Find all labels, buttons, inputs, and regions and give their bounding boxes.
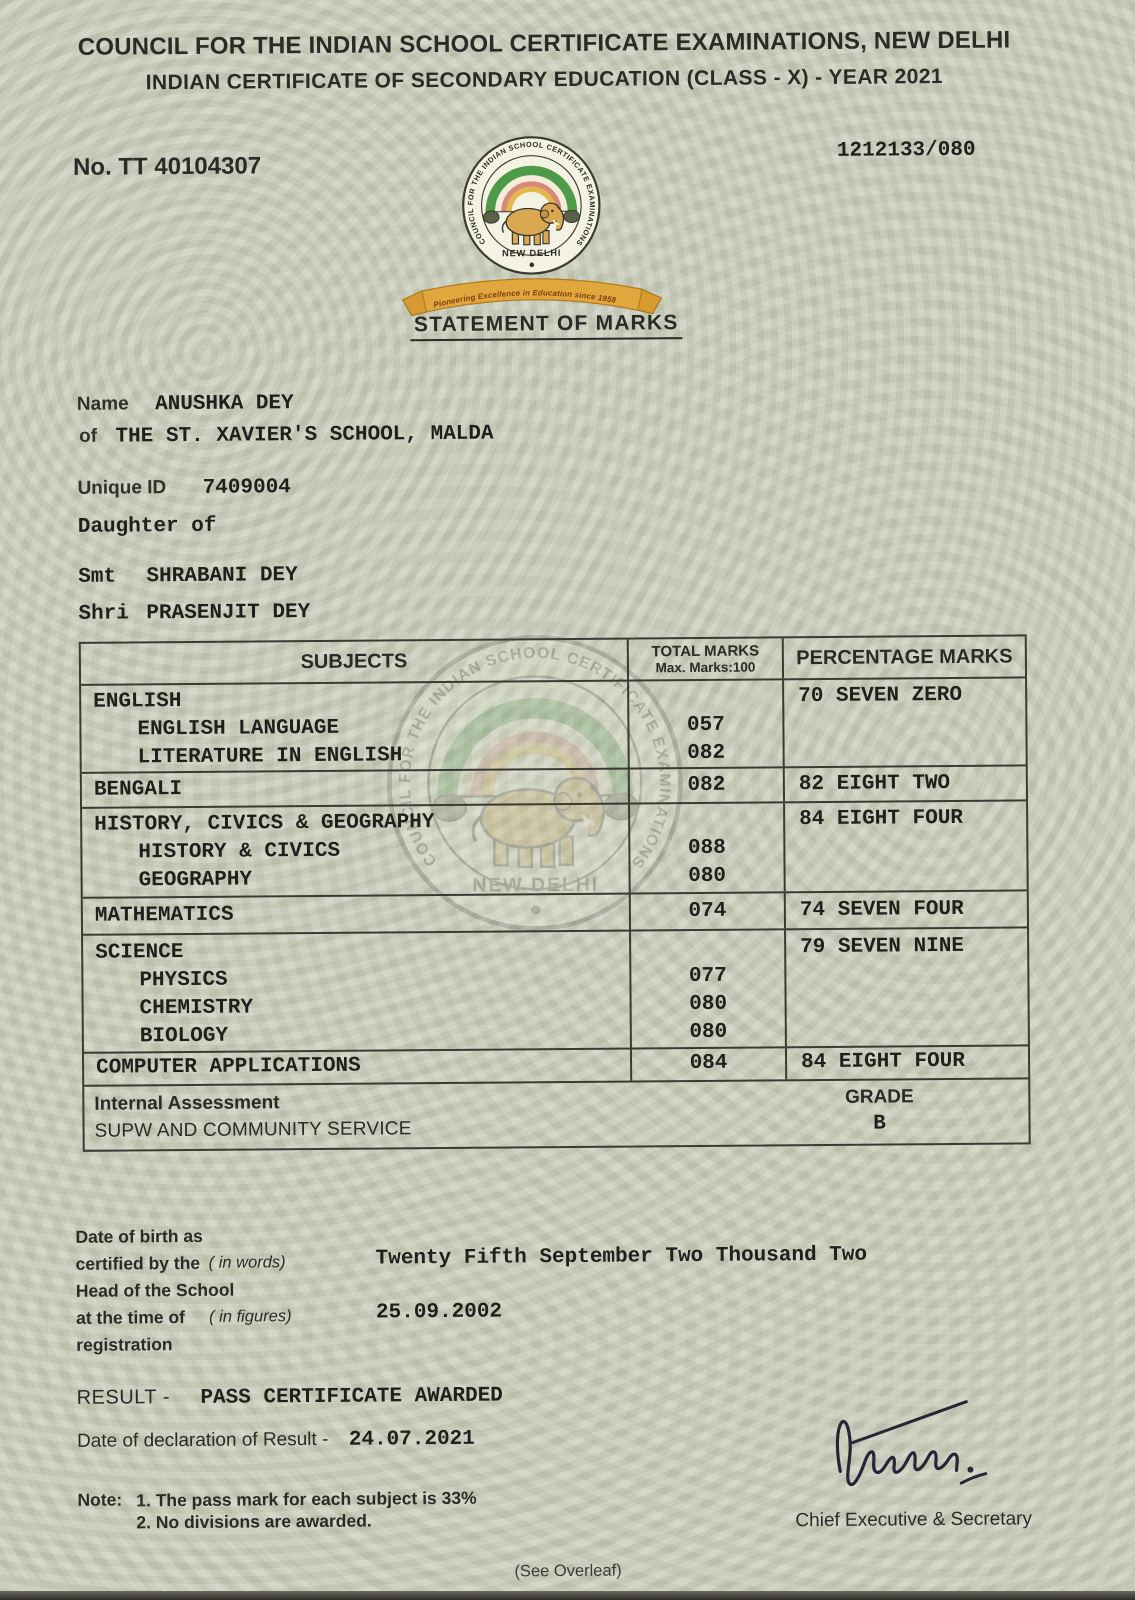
subject-marks: 074: [688, 899, 727, 924]
subject-percentage: 82 EIGHT TWO: [798, 771, 951, 797]
note-item: 2. No divisions are awarded.: [136, 1510, 372, 1533]
council-title: COUNCIL FOR THE INDIAN SCHOOL CERTIFICATE EXAMINATIONS, NEW DELHI: [77, 26, 1011, 61]
relation-label: Daughter of: [77, 514, 217, 539]
subject-name: MATHEMATICS: [94, 903, 234, 928]
sub-subject-marks: 080: [689, 992, 728, 1017]
grade-label: GRADE: [844, 1086, 914, 1108]
school-name: THE ST. XAVIER'S SCHOOL, MALDA: [115, 422, 494, 449]
result-value: PASS CERTIFICATE AWARDED: [200, 1384, 503, 1410]
subject-marks: 084: [689, 1051, 728, 1076]
dob-label: [75, 1223, 235, 1359]
sub-subject-name: BIOLOGY: [139, 1024, 229, 1049]
declaration-label: Date of declaration of Result -: [76, 1428, 329, 1452]
internal-assessment-row: [84, 1079, 1028, 1149]
grade-value: B: [873, 1112, 886, 1136]
subject-name: HISTORY, CIVICS & GEOGRAPHY: [94, 811, 435, 837]
exam-title: INDIAN CERTIFICATE OF SECONDARY EDUCATION (CLASS - X) - YEAR 2021: [145, 65, 944, 95]
candidate-school-row: [79, 423, 494, 449]
dob-label-line: registration: [76, 1334, 173, 1355]
father-row: [78, 601, 310, 626]
dob-label-line: at the time of: [75, 1307, 186, 1328]
dob-label-line: certified by the: [75, 1252, 201, 1274]
mother-row: [78, 564, 298, 589]
subject-percentage: 74 SEVEN FOUR: [799, 897, 964, 923]
subject-name: ENGLISH: [93, 690, 182, 714]
candidate-name-row: [77, 392, 294, 417]
result-row: [77, 1384, 503, 1411]
internal-assessment-name: SUPW AND COMMUNITY SERVICE: [94, 1118, 412, 1142]
in-figures-label: ( in figures): [208, 1307, 292, 1326]
subject-name: SCIENCE: [95, 941, 184, 965]
father-prefix: Shri: [78, 602, 130, 626]
sub-subject-name: HISTORY & CIVICS: [138, 839, 341, 865]
total-marks-header-line1: TOTAL MARKS: [651, 642, 760, 661]
candidate-name: ANUSHKA DEY: [154, 392, 294, 417]
sub-subject-marks: 080: [688, 864, 727, 889]
dob-in-figures: 25.09.2002: [375, 1300, 503, 1325]
total-marks-header: [629, 638, 784, 679]
sub-subject-marks: 057: [686, 713, 725, 738]
table-row: [83, 928, 1028, 1053]
sub-subject-name: PHYSICS: [139, 968, 228, 993]
unique-id-row: [77, 476, 291, 501]
declaration-row: [77, 1428, 475, 1454]
subject-marks: [631, 934, 784, 963]
document-title: [0, 308, 1096, 341]
sub-subject-marks: 082: [687, 741, 726, 766]
subject-percentage: 70 SEVEN ZERO: [798, 683, 963, 709]
max-marks-header-line2: Max. Marks:100: [655, 659, 756, 676]
marks-table-header: [81, 636, 1025, 685]
unique-id-label: Unique ID: [77, 477, 167, 499]
note-label: Note:: [77, 1489, 123, 1510]
signatory-title: Chief Executive & Secretary: [795, 1508, 1033, 1532]
mother-name: SHRABANI DEY: [146, 564, 298, 589]
notes-block: [77, 1487, 476, 1534]
father-name: PRASENJIT DEY: [146, 601, 311, 626]
in-words-label: ( in words): [208, 1253, 286, 1272]
subject-percentage: 84 EIGHT FOUR: [800, 1049, 965, 1075]
name-label: Name: [76, 393, 129, 415]
overleaf-note: (See Overleaf): [514, 1561, 622, 1581]
subject-name: BENGALI: [93, 778, 183, 802]
sub-subject-name: GEOGRAPHY: [138, 868, 253, 893]
dob-in-words: Twenty Fifth September Two Thousand Two: [375, 1243, 868, 1271]
subjects-header: SUBJECTS: [81, 640, 629, 684]
dob-label-line: Head of the School: [75, 1279, 235, 1301]
mother-prefix: Smt: [78, 565, 117, 589]
marks-table: [79, 634, 1031, 1151]
certificate-serial-number: No. TT 40104307: [72, 152, 262, 181]
document-title-text: STATEMENT OF MARKS: [410, 311, 683, 341]
subject-marks: 082: [687, 773, 726, 798]
unique-id-value: 7409004: [202, 476, 291, 500]
council-seal-logo: [400, 121, 664, 333]
result-label: RESULT -: [76, 1386, 171, 1409]
subject-percentage: 79 SEVEN NINE: [800, 934, 965, 960]
internal-assessment-label: Internal Assessment: [94, 1092, 280, 1115]
dob-label-line: Date of birth as: [75, 1225, 203, 1247]
subject-percentage: 84 EIGHT FOUR: [799, 806, 964, 832]
sub-subject-marks: 077: [688, 964, 727, 989]
sub-subject-marks: 088: [687, 836, 726, 861]
signature-icon: [814, 1384, 1001, 1515]
of-label: of: [79, 425, 98, 447]
subject-marks: [630, 806, 783, 835]
note-item: 1. The pass mark for each subject is 33%: [136, 1487, 477, 1511]
subject-marks: [629, 683, 782, 712]
sub-subject-name: CHEMISTRY: [139, 996, 254, 1021]
sub-subject-name: LITERATURE IN ENGLISH: [137, 744, 403, 770]
candidate-index-number: 1212133/080: [836, 138, 976, 163]
subject-name: COMPUTER APPLICATIONS: [96, 1054, 361, 1080]
table-row: [82, 801, 1027, 898]
table-row: [81, 678, 1026, 773]
declaration-date: 24.07.2021: [348, 1427, 475, 1452]
percentage-header: PERCENTAGE MARKS: [796, 645, 1013, 669]
scan-bottom-edge: [0, 1591, 1135, 1600]
sub-subject-marks: 080: [689, 1020, 728, 1045]
sub-subject-name: ENGLISH LANGUAGE: [137, 716, 340, 742]
